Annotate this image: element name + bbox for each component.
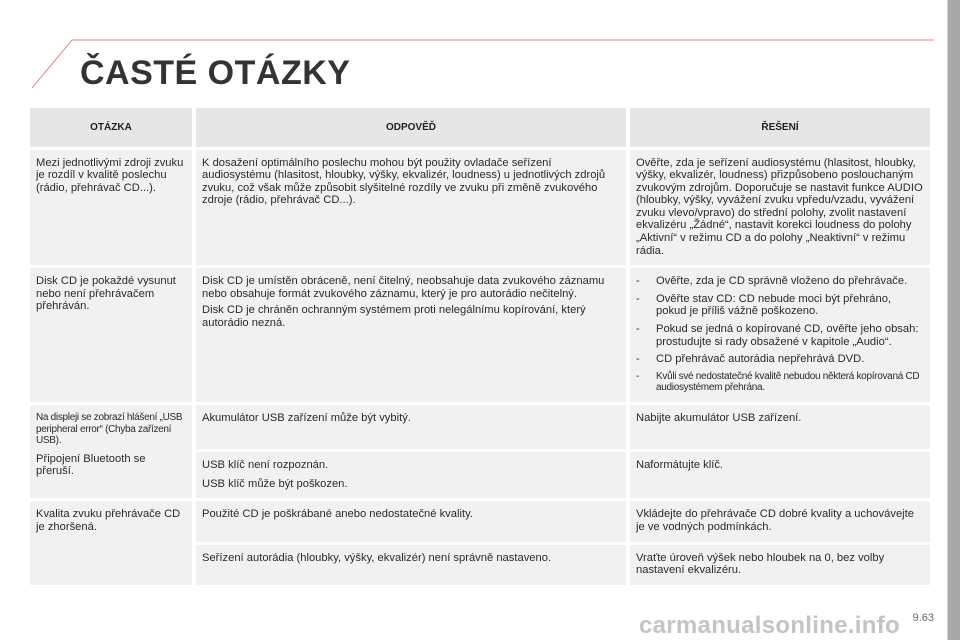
cell-text: K dosažení optimálního poslechu mohou být použity ovladače seřízení audiosystému (hlasitost, hloubky, výšky, ekvalizér, loudness) u jednotlivých zdrojů zvuku, což však může způsobit slyšitelné rozdíly ve zvuku při změně zvukového zdroje (rádio, přehrávač CD...).	[202, 156, 606, 207]
question-cell	[30, 148, 194, 267]
cell-text: USB klíč není rozpoznán.	[202, 459, 329, 472]
cell-text: Vkládejte do přehrávače CD dobré kvality a uchovávejte je ve vodných podmínkách.	[636, 508, 914, 534]
list-item	[636, 323, 924, 348]
table-row	[30, 451, 930, 500]
header-solution: ŘEŠENÍ	[628, 108, 930, 148]
solution-cell	[628, 404, 930, 451]
faq-table	[30, 108, 930, 585]
cell-text: Ověřte, zda je seřízení audiosystému (hlasitost, hloubky, výšky, ekvalizér, loudness) přizpůsobeno poslouchaným zvukovým zdrojům. Doporučuje se nastavit funkce AUDIO (hloubky, výšky, vyvážení zvuku vpředu/vzadu, vyvážení zvuku vlevo/vpravo) do střední polohy, zvolit nastavení ekvalizéru „Žádné“, nastavit korekci loudness do polohy „Aktivní“ v režimu CD a do polohy „Neaktivní“ v režimu rádia.	[636, 156, 923, 257]
header-question: OTÁZKA	[30, 108, 194, 148]
bullet-text: Kvůli své nedostatečné kvalitě nebudou některá kopírovaná CD audiosystémem přehrána.	[656, 370, 920, 394]
bullet-text: Ověřte, zda je CD správně vloženo do přehrávače.	[656, 275, 908, 288]
cell-text: Použité CD je poškrábané anebo nedostatečné kvality.	[202, 508, 473, 521]
side-bar-edge	[947, 0, 948, 640]
table-row	[30, 500, 930, 543]
cell-text: Vraťte úroveň výšek nebo hloubek na 0, bez volby nastavení ekvalizéru.	[636, 551, 885, 577]
solution-cell	[628, 500, 930, 543]
side-bar	[948, 0, 960, 640]
list-item	[636, 293, 924, 318]
cell-text: Disk CD je umístěn obráceně, není čitelný, neobsahuje data zvukového záznamu nebo obsahuje formát zvukového záznamu, který je pro autorádio nečitelný.	[202, 275, 605, 300]
solution-cell	[628, 543, 930, 585]
bullet-dash: -	[636, 353, 640, 366]
cell-text: Připojení Bluetooth se přeruší.	[36, 452, 146, 478]
bullet-dash: -	[636, 323, 640, 336]
answer-cell	[194, 404, 628, 451]
watermark: carmanualsonline.info	[638, 612, 900, 639]
cell-text: Disk CD je pokaždé vysunut nebo není přehrávačem přehráván.	[36, 275, 176, 313]
table-row	[30, 267, 930, 404]
table-row	[30, 148, 930, 267]
cell-text: Mezi jednotlivými zdroji zvuku je rozdíl v kvalitě poslechu (rádio, přehrávač CD...).	[36, 156, 184, 194]
answer-cell	[194, 148, 628, 267]
solution-cell	[628, 148, 930, 267]
answer-cell	[194, 451, 628, 500]
question-cell	[30, 267, 194, 404]
table-row	[30, 543, 930, 585]
header-answer: ODPOVĚĎ	[194, 108, 628, 148]
bullet-text: Pokud se jedná o kopírované CD, ověřte jeho obsah: prostudujte si rady obsažené v kapitole „Audio“.	[656, 323, 919, 348]
solution-cell	[628, 451, 930, 500]
list-item	[636, 353, 924, 366]
cell-text: Kvalita zvuku přehrávače CD je zhoršená.	[36, 508, 181, 534]
cell-text: Akumulátor USB zařízení může být vybitý.	[202, 412, 411, 424]
question-cell	[30, 404, 194, 451]
page-title: ČASTÉ OTÁZKY	[80, 54, 351, 92]
bullet-text: Ověřte stav CD: CD nebude moci být přehráno, pokud je příliš vážně poškozeno.	[656, 292, 892, 318]
list-item	[636, 371, 924, 394]
cell-text: Na displeji se zobrazí hlášení „USB peripheral error“ (Chyba zařízení USB).	[36, 412, 183, 447]
table-row	[30, 404, 930, 451]
solution-cell	[628, 267, 930, 404]
cell-text: Disk CD je chráněn ochranným systémem proti nelegálnímu kopírování, který autorádio nezná.	[202, 304, 586, 330]
cell-text: USB klíč může být poškozen.	[202, 477, 348, 490]
cell-text: Naformátujte klíč.	[636, 459, 724, 472]
cell-text: Nabijte akumulátor USB zařízení.	[636, 412, 802, 424]
question-cell	[30, 451, 194, 500]
page-number: 9.63	[912, 612, 934, 624]
answer-cell	[194, 500, 628, 543]
answer-cell	[194, 543, 628, 585]
bullet-dash: -	[636, 370, 640, 382]
bullet-text: CD přehrávač autorádia nepřehrává DVD.	[656, 353, 865, 366]
answer-cell	[194, 267, 628, 404]
question-cell	[30, 500, 194, 543]
list-item	[636, 275, 924, 288]
bullet-dash: -	[636, 275, 640, 288]
bullet-dash: -	[636, 292, 640, 305]
cell-text: Seřízení autorádia (hloubky, výšky, ekvalizér) není správně nastaveno.	[202, 551, 552, 564]
question-cell	[30, 543, 194, 585]
table-header-row	[30, 108, 930, 148]
